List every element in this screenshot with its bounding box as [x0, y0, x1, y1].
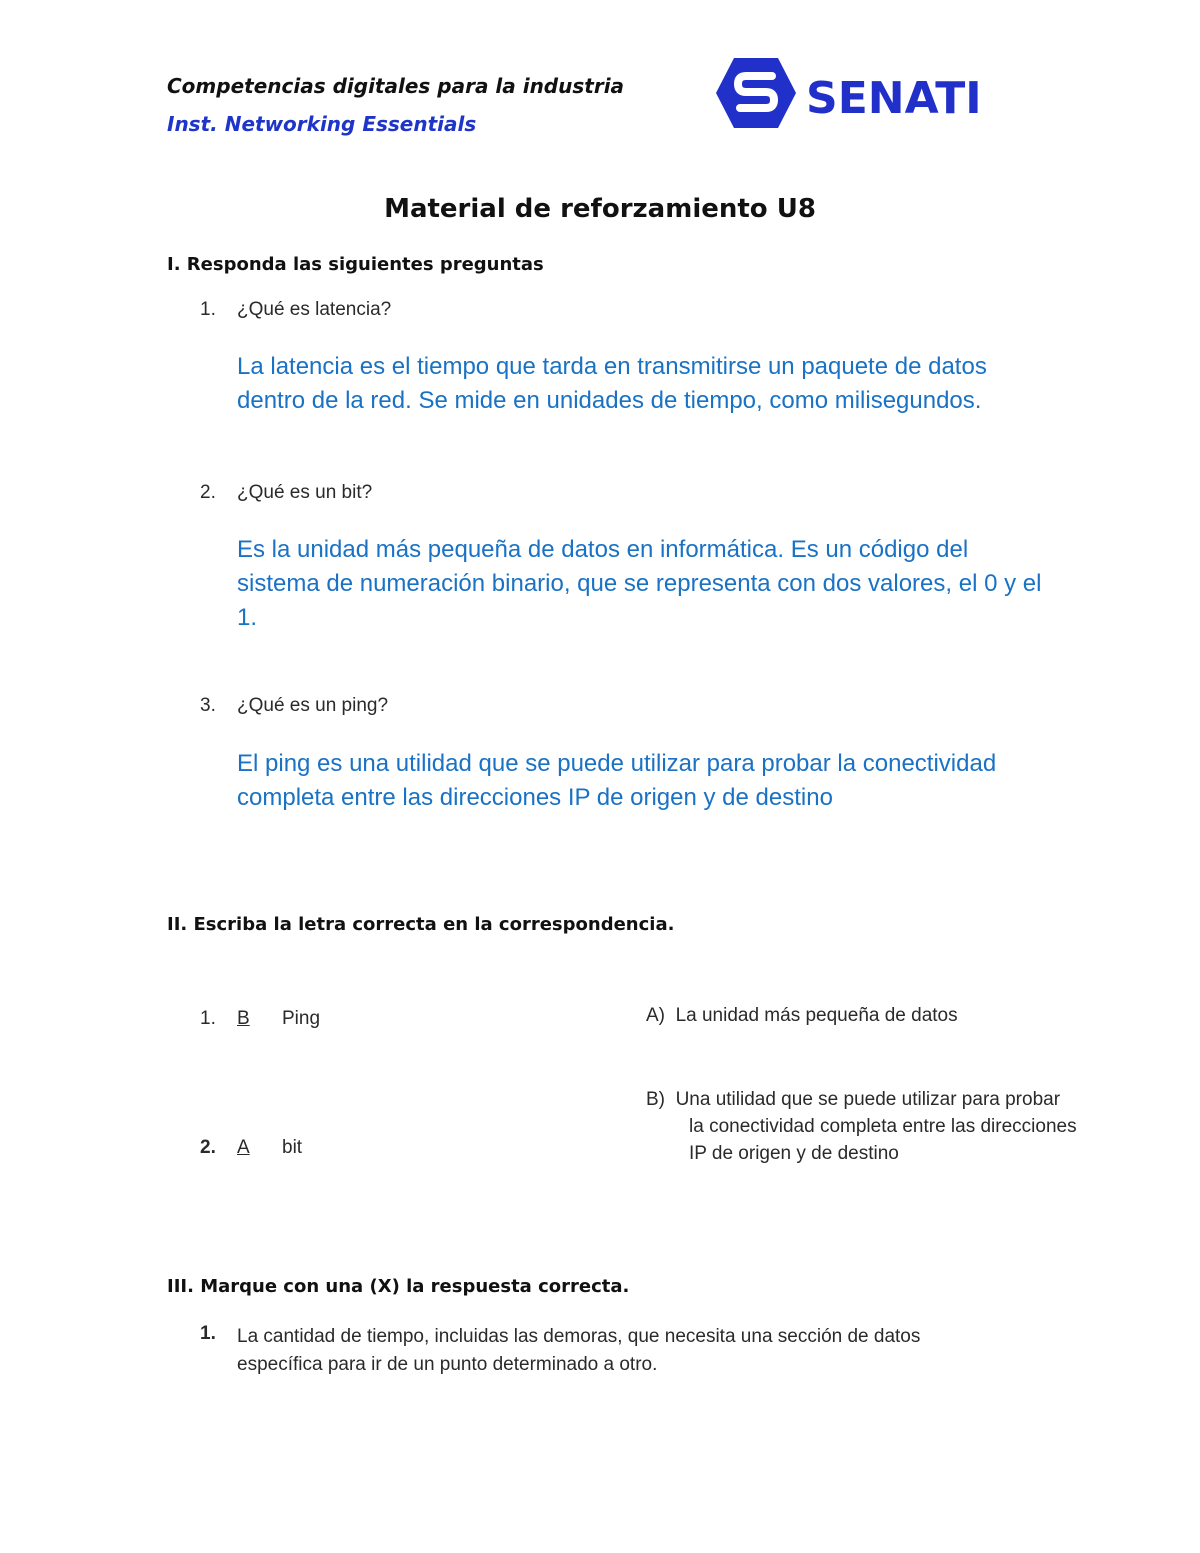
- page-title: Material de reforzamiento U8: [384, 194, 816, 224]
- module-title: Inst. Networking Essentials: [167, 112, 477, 136]
- question-number: 3.: [200, 695, 216, 716]
- question-text: ¿Qué es un bit?: [237, 482, 373, 503]
- match-term: bit: [282, 1137, 303, 1158]
- question-text-line: específica para ir de un punto determinado a otro.: [237, 1354, 658, 1375]
- question-text: ¿Qué es latencia?: [237, 299, 392, 320]
- question-number: 1.: [200, 299, 216, 320]
- answer-text: Es la unidad más pequeña de datos en informática. Es un código del sistema de numeración binario, que se representa con dos valores, el 0 y el 1.: [237, 536, 1042, 631]
- course-title: Competencias digitales para la industria: [167, 74, 625, 98]
- match-term: Ping: [282, 1008, 321, 1029]
- question-text: ¿Qué es un ping?: [237, 695, 389, 716]
- section-1-heading: I. Responda las siguientes preguntas: [167, 254, 544, 275]
- match-item: [237, 1137, 302, 1159]
- logo-text: SENATI: [806, 73, 982, 124]
- question-text: [237, 1323, 920, 1379]
- match-item: [237, 1008, 320, 1030]
- option-text-line: IP de origen y de destino: [689, 1143, 899, 1164]
- answer-text: La latencia es el tiempo que tarda en transmitirse un paquete de datos dentro de la red. Se mide en unidades de tiempo, como milisegundos.: [237, 353, 987, 414]
- question-number: 1.: [200, 1323, 216, 1344]
- answer-text: El ping es una utilidad que se puede utilizar para probar la conectividad completa entre las direcciones IP de origen y de destino: [237, 750, 997, 811]
- section-2-heading: II. Escriba la letra correcta en la correspondencia.: [167, 914, 675, 935]
- match-answer-blank[interactable]: A: [237, 1137, 250, 1158]
- senati-logo: [716, 56, 1011, 130]
- match-answer-blank[interactable]: B: [237, 1008, 250, 1029]
- question-text-line: La cantidad de tiempo, incluidas las demoras, que necesita una sección de datos: [237, 1326, 921, 1347]
- option-a: [646, 1002, 958, 1029]
- option-label: A): [646, 1005, 665, 1026]
- option-text-line: Una utilidad que se puede utilizar para probar: [675, 1089, 1061, 1110]
- option-b: [646, 1086, 1077, 1167]
- senati-emblem-icon: [716, 58, 796, 128]
- section-3-heading: III. Marque con una (X) la respuesta correcta.: [167, 1276, 630, 1297]
- match-number: 2.: [200, 1137, 216, 1158]
- match-number: 1.: [200, 1008, 216, 1029]
- question-number: 2.: [200, 482, 216, 503]
- option-label: B): [646, 1089, 665, 1110]
- option-text-line: la conectividad completa entre las direcciones: [689, 1116, 1077, 1137]
- option-text: La unidad más pequeña de datos: [675, 1005, 958, 1026]
